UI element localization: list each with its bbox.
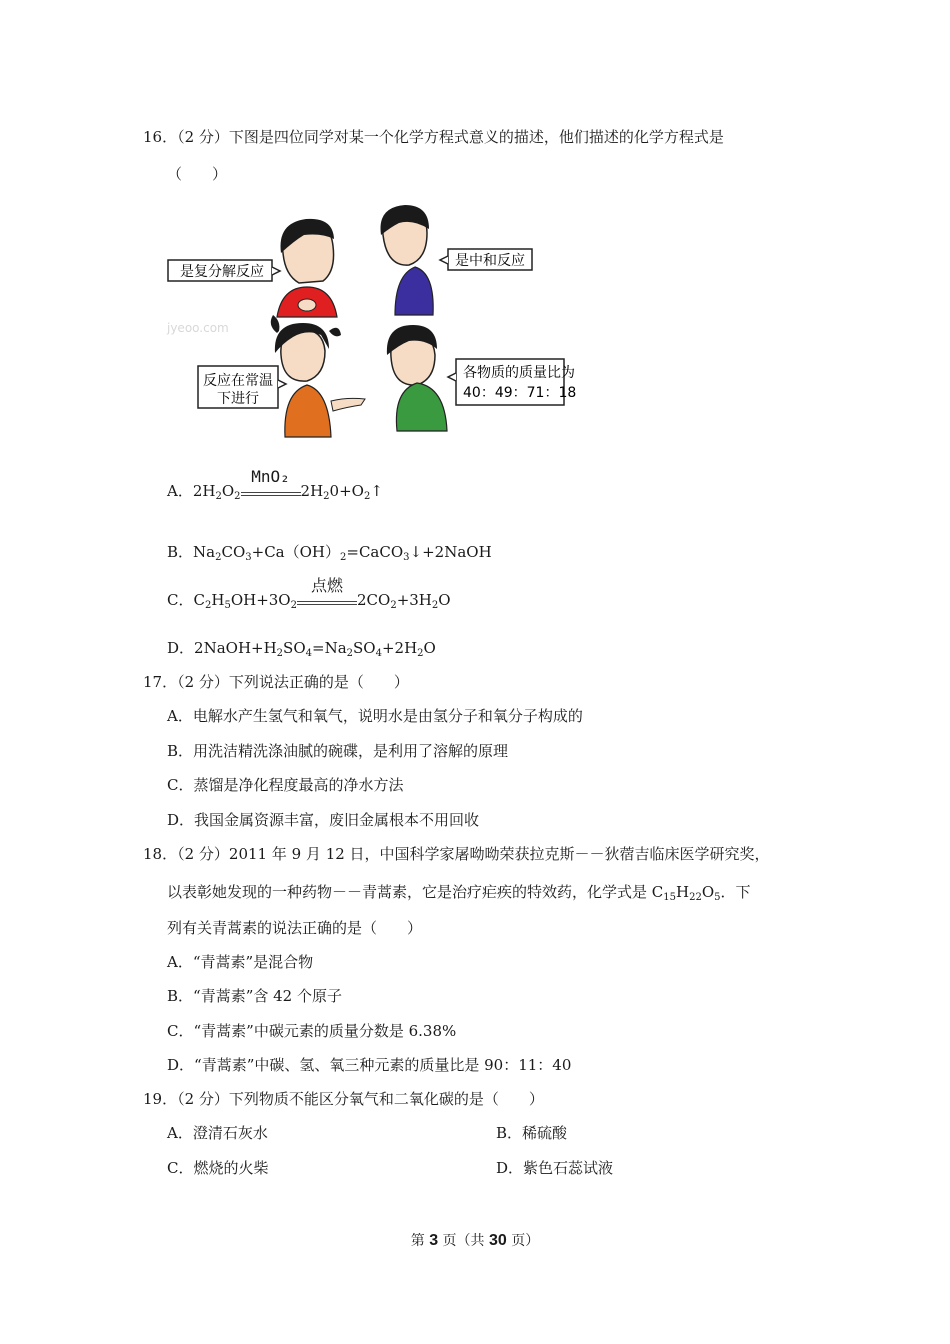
q17-option-a: A．电解水产生氢气和氧气，说明水是由氢分子和氧分子构成的	[167, 707, 583, 725]
q17-option-b: B．用洗洁精洗涤油腻的碗碟，是利用了溶解的原理	[167, 742, 509, 760]
bubble-2-text: 是中和反应	[455, 253, 525, 269]
q18-option-b: B．“青蒿素”含 42 个原子	[167, 987, 342, 1005]
page-number: 3	[429, 1232, 439, 1249]
q16-option-b: B．$Na_2CO_3+Ca(OH)_2=CaCO_3↓+2NaOH$	[167, 543, 492, 563]
q16-stem: 16．（2 分）下图是四位同学对某一个化学方程式意义的描述，他们描述的化学方程式是	[143, 128, 724, 146]
bubble-2	[440, 249, 532, 270]
q16-cartoon-figure	[165, 205, 605, 440]
q18-option-c: C．“青蒿素”中碳元素的质量分数是 6.38%	[167, 1022, 457, 1040]
bubble-4-text-line1: 各物质的质量比为	[463, 365, 575, 381]
page-total: 30	[489, 1232, 507, 1249]
q18-stem-line3: 列有关青蒿素的说法正确的是（ ）	[167, 919, 423, 937]
bubble-3	[198, 366, 286, 408]
q16-option-a: A．$2H_2O_2$ MnO₂ $2H_20+O_2↑$	[167, 467, 383, 502]
student-1-figure	[277, 219, 337, 317]
q18-stem-line2: 以表彰她发现的一种药物－－青蒿素，它是治疗疟疾的特效药，化学式是 $C_{15}H_{22}O_5$．下	[167, 883, 751, 903]
q18-option-d: D．“青蒿素”中碳、氢、氧三种元素的质量比是 90：11：40	[167, 1056, 572, 1074]
q17-option-c: C．蒸馏是净化程度最高的净水方法	[167, 776, 404, 794]
bubble-1-text: 是复分解反应	[180, 264, 264, 280]
q19-stem: 19．（2 分）下列物质不能区分氧气和二氧化碳的是（ ）	[143, 1090, 544, 1108]
student-2-figure	[381, 205, 434, 315]
bubble-4-text-line2: 40：49：71：18	[463, 385, 577, 401]
watermark: jyeoo.com	[167, 321, 229, 335]
q18-option-a: A．“青蒿素”是混合物	[167, 953, 314, 971]
bubble-4	[448, 359, 576, 405]
student-3-figure	[271, 315, 365, 437]
page-footer: 第 3 页（共 30 页）	[410, 1232, 540, 1249]
q16-paren: （ ）	[167, 165, 228, 183]
q17-stem: 17．（2 分）下列说法正确的是（ ）	[143, 673, 409, 691]
q19-option-b: B．稀硫酸	[496, 1124, 568, 1142]
q19-option-c: C．燃烧的火柴	[167, 1159, 269, 1177]
ignition-condition: 点燃	[297, 591, 357, 611]
q19-option-d: D．紫色石蕊试液	[496, 1159, 614, 1177]
bubble-1	[168, 260, 280, 281]
bubble-3-text-line1: 反应在常温	[203, 373, 273, 389]
q19-option-a: A．澄清石灰水	[167, 1124, 268, 1142]
bubble-3-text-line2: 下进行	[217, 391, 259, 407]
q17-option-d: D．我国金属资源丰富，废旧金属根本不用回收	[167, 811, 480, 829]
students-illustration	[165, 205, 605, 440]
q18-stem-line1: 18．（2 分）2011 年 9 月 12 日，中国科学家屠呦呦荣获拉克斯－－狄蓿吉临床医学研究奖，	[143, 845, 770, 863]
q16-option-d: D．$2NaOH+H_2SO_4=Na_2SO_4+2H_2O$	[167, 639, 436, 659]
q16-option-c: C．$C_2H_5OH+3O_2$ 点燃 $2CO_2+3H_2O$	[167, 576, 451, 611]
catalyst-condition: MnO₂	[241, 482, 301, 502]
student-4-figure	[387, 325, 447, 431]
